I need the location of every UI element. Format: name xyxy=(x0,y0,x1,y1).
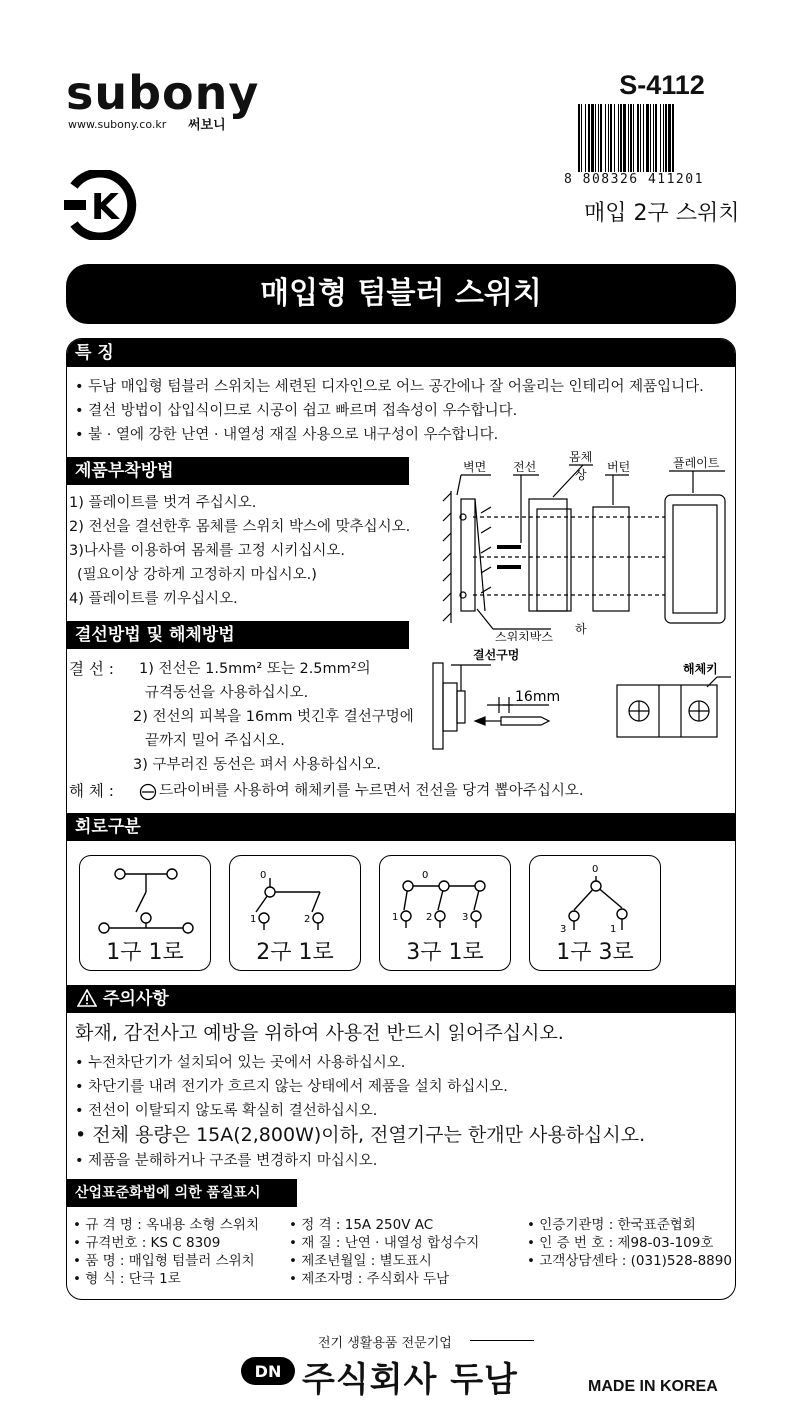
company-name: 주식회사 두남 xyxy=(302,1360,518,1400)
diagram-label-wall: 벽면 xyxy=(463,460,487,474)
barcode-bar xyxy=(595,104,596,180)
caution-item: • 전선이 이탈되지 않도록 확실히 결선하십시오. xyxy=(75,1103,378,1119)
kc-certification-icon xyxy=(64,170,146,244)
barcode-bar xyxy=(633,104,634,180)
tagline-divider xyxy=(470,1340,534,1341)
model-description: 매입 2구 스위치 xyxy=(584,201,740,226)
barcode-bar xyxy=(650,104,651,180)
caution-headline: 화재, 감전사고 예방을 위하여 사용전 반드시 읽어주십시오. xyxy=(75,1022,564,1044)
barcode-bar xyxy=(653,104,654,180)
installation-heading: 제품부착방법 xyxy=(67,457,409,485)
quality-heading: 산업표준화법에 의한 품질표시 xyxy=(67,1179,297,1207)
terminal-label: 1 xyxy=(392,912,399,923)
circuit-label: 1구 1로 xyxy=(106,940,184,965)
terminal-label: 0 xyxy=(422,870,429,881)
barcode-bar xyxy=(598,104,599,180)
barcode-bar xyxy=(668,104,671,180)
install-step: 2) 전선을 결선한후 몸체를 스위치 박스에 맞추십시오. xyxy=(69,519,411,535)
quality-spec: • 재 질 : 난연 · 내열성 합성수지 xyxy=(289,1235,480,1251)
barcode-bar xyxy=(614,104,615,180)
kc-letter: K xyxy=(91,187,119,228)
install-step: 1) 플레이트를 벗겨 주십시오. xyxy=(69,495,257,511)
release-text: 드라이버를 사용하여 해체키를 누르면서 전선을 당겨 뽑아주십시오. xyxy=(159,783,584,799)
caution-item: • 제품을 분해하거나 구조를 변경하지 마십시오. xyxy=(75,1153,378,1169)
circuit-label: 2구 1로 xyxy=(256,940,334,965)
feature-item: • 두남 매입형 텀블러 스위치는 세련된 디자인으로 어느 공간에나 잘 어울리는 인테리어 제품입니다. xyxy=(75,379,704,395)
circuits-heading: 회로구분 xyxy=(67,813,735,841)
page-title: 매입형 텀블러 스위치 xyxy=(66,264,736,324)
install-step: 4) 플레이트를 끼우십시오. xyxy=(69,591,238,607)
barcode-digits: 8 808326 411201 xyxy=(564,172,704,187)
barcode-bar xyxy=(630,104,632,180)
barcode-bar xyxy=(591,104,594,180)
warning-icon xyxy=(77,988,97,1016)
quality-spec: • 규격번호 : KS C 8309 xyxy=(73,1235,221,1251)
circuit-2gang-1way xyxy=(229,855,361,971)
circuit-label: 3구 1로 xyxy=(406,940,484,965)
barcode-bar xyxy=(578,104,580,180)
barcode-bar xyxy=(655,104,657,180)
diagram-label-button: 버턴 xyxy=(607,460,631,474)
diagram-label-bottom: 하 xyxy=(575,622,587,636)
diagram-label-body: 몸체 xyxy=(569,451,593,464)
wiring-label-release-key: 해체키 xyxy=(683,662,718,676)
terminal-label: 3 xyxy=(462,912,469,923)
barcode-bar xyxy=(640,104,641,180)
barcode-bar xyxy=(637,104,639,180)
barcode-bar xyxy=(610,104,612,180)
caution-item: • 누전차단기가 설치되어 있는 곳에서 사용하십시오. xyxy=(75,1055,406,1071)
quality-spec: • 규 격 명 : 옥내용 소형 스위치 xyxy=(73,1217,260,1233)
wiring-heading: 결선방법 및 해체방법 xyxy=(67,621,409,649)
caution-emphasis: • 전체 용량은 15A(2,800W)이하, 전열기구는 한개만 사용하십시오. xyxy=(75,1124,646,1146)
release-label: 해 체 : xyxy=(69,782,115,800)
barcode-bar xyxy=(581,104,582,180)
quality-spec: • 품 명 : 매입형 텀블러 스위치 xyxy=(73,1253,255,1269)
product-info-panel xyxy=(66,338,736,1300)
terminal-label: 2 xyxy=(426,912,433,923)
barcode-bar xyxy=(600,104,602,180)
connect-step: 3) 구부러진 동선은 펴서 사용하십시오. xyxy=(133,757,382,773)
quality-spec: • 제조년월일 : 별도표시 xyxy=(289,1253,432,1269)
cautions-heading xyxy=(67,985,735,1013)
brand-url: www.subony.co.kr xyxy=(68,118,167,131)
terminal-label: 2 xyxy=(304,914,311,925)
barcode-bar xyxy=(660,104,661,180)
company-tagline: 전기 생활용품 전문기업 xyxy=(318,1336,452,1351)
feature-item: • 불 · 열에 강한 난연 · 내열성 재질 사용으로 내구성이 우수합니다. xyxy=(75,427,499,443)
barcode-bar xyxy=(623,104,626,180)
company-logo-text: DN xyxy=(254,1362,282,1381)
model-number: S-4112 xyxy=(619,70,705,100)
quality-spec: • 제조자명 : 주식회사 두남 xyxy=(289,1271,450,1287)
barcode-bar xyxy=(608,104,609,180)
barcode-bar xyxy=(605,104,606,180)
terminal-label: 0 xyxy=(592,864,599,875)
feature-item: • 결선 방법이 삽입식이므로 시공이 쉽고 빠르며 접속성이 우수합니다. xyxy=(75,403,518,419)
barcode-bar xyxy=(643,104,644,180)
barcode-bar xyxy=(672,104,674,180)
diagram-label-plate: 플레이트 xyxy=(673,456,720,470)
caution-item: • 차단기를 내려 전기가 흐르지 않는 상태에서 제품을 설치 하십시오. xyxy=(75,1079,508,1095)
quality-spec: • 인증기관명 : 한국표준협회 xyxy=(527,1217,696,1233)
circuit-label: 1구 3로 xyxy=(556,940,634,965)
install-step: 3)나사를 이용하여 몸체를 고정 시키십시오. xyxy=(69,543,346,559)
connect-step: 규격동선을 사용하십시오. xyxy=(145,685,309,701)
diagram-label-box: 스위치박스 xyxy=(495,630,553,641)
connect-step: 끝까지 밀어 주십시오. xyxy=(145,733,285,749)
barcode-bar xyxy=(646,104,649,180)
connect-label: 결 선 : xyxy=(69,660,115,678)
terminal-label: 1 xyxy=(610,924,617,935)
wiring-label-strip: 16mm xyxy=(515,689,561,705)
install-step-note: (필요이상 강하게 고정하지 마십시오.) xyxy=(77,567,317,583)
circuit-3gang-1way xyxy=(379,855,511,971)
barcode-bar xyxy=(588,104,590,180)
barcode-bar xyxy=(663,104,664,180)
quality-spec: • 인 증 번 호 : 제98-03-109호 xyxy=(527,1235,714,1251)
barcode-bar xyxy=(585,104,586,180)
installation-diagram xyxy=(433,451,733,641)
brand-logo: subony xyxy=(66,66,260,120)
barcode-bar xyxy=(628,104,629,180)
circuit-1gang-3way xyxy=(529,855,661,971)
company-logo-icon xyxy=(240,1356,296,1390)
diagram-label-top: 상 xyxy=(575,468,587,482)
origin-label: MADE IN KOREA xyxy=(588,1378,718,1395)
quality-spec: • 정 격 : 15A 250V AC xyxy=(289,1217,434,1233)
wiring-label-hole: 결선구멍 xyxy=(473,648,520,662)
barcode-bar xyxy=(618,104,619,180)
cautions-heading-text: 주의사항 xyxy=(103,989,169,1009)
terminal-label: 0 xyxy=(260,870,267,881)
connect-step: 1) 전선은 1.5mm² 또는 2.5mm²의 xyxy=(139,661,371,677)
minus-screwdriver-icon xyxy=(139,783,157,805)
diagram-label-wire: 전선 xyxy=(513,460,537,474)
brand-korean: 써보니 xyxy=(188,118,226,133)
quality-spec: • 형 식 : 단극 1로 xyxy=(73,1271,181,1287)
terminal-label: 1 xyxy=(250,914,257,925)
wiring-diagram xyxy=(431,639,731,759)
quality-spec: • 고객상담센타 : (031)528-8890 xyxy=(527,1253,732,1269)
barcode-bar xyxy=(620,104,622,180)
features-heading: 특 징 xyxy=(67,339,735,367)
barcode-bar xyxy=(665,104,667,180)
circuit-1gang-1way xyxy=(79,855,211,971)
terminal-label: 3 xyxy=(560,924,567,935)
connect-step: 2) 전선의 피복을 16mm 벗긴후 결선구멍에 xyxy=(133,709,414,725)
